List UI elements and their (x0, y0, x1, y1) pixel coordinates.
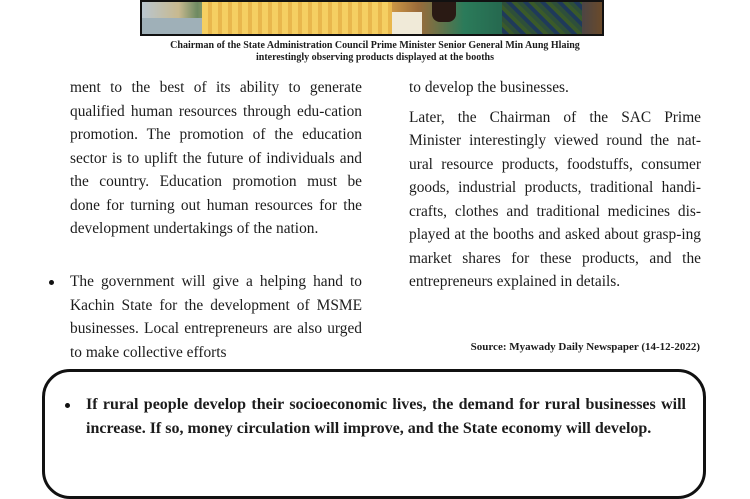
bullet-dot (65, 403, 70, 408)
left-paragraph: ment to the best of its ability to generate qualified human resources through edu-cation promotion. The promotion of the education sector is to uplift the future of individuals and the country. Education promotion must be done for turning out human resources for the development undertakings of the nation. (70, 79, 362, 237)
photo-region (502, 2, 582, 36)
right-column (409, 76, 701, 294)
right-paragraph-continued: to develop the businesses. (409, 79, 569, 96)
left-column (70, 76, 362, 241)
photo-caption (80, 40, 670, 64)
booth-photo (140, 0, 604, 36)
left-bullet-item: The government will give a helping hand to Kachin State for the development of MSME businesses. Local entrepreneurs are also urged to make collective efforts (70, 273, 362, 361)
photo-region (202, 2, 392, 36)
photo-region (392, 12, 422, 36)
caption-line-1: Chairman of the State Administration Council Prime Minister Senior General Min Aung Hlaing (170, 40, 580, 51)
source-citation: Source: Myawady Daily Newspaper (14-12-2022) (470, 341, 700, 353)
caption-line-2: interestingly observing products displayed at the booths (256, 52, 494, 63)
highlight-bullet-text: If rural people develop their socioeconomic lives, the demand for rural businesses will increase. If so, money circulation will improve, and the State economy will develop. (86, 396, 686, 437)
photo-region (432, 2, 456, 22)
photo-region (142, 18, 202, 36)
bullet-dot (49, 280, 54, 285)
right-paragraph: Later, the Chairman of the SAC Prime Minister interestingly viewed round the nat-ural resource products, foodstuffs, consumer goods, industrial products, traditional handi-crafts, clothes and traditional medicines dis-played at the booths and asked about grasp-ing market shares for these products, and the entrepreneurs explained in details. (409, 108, 701, 290)
